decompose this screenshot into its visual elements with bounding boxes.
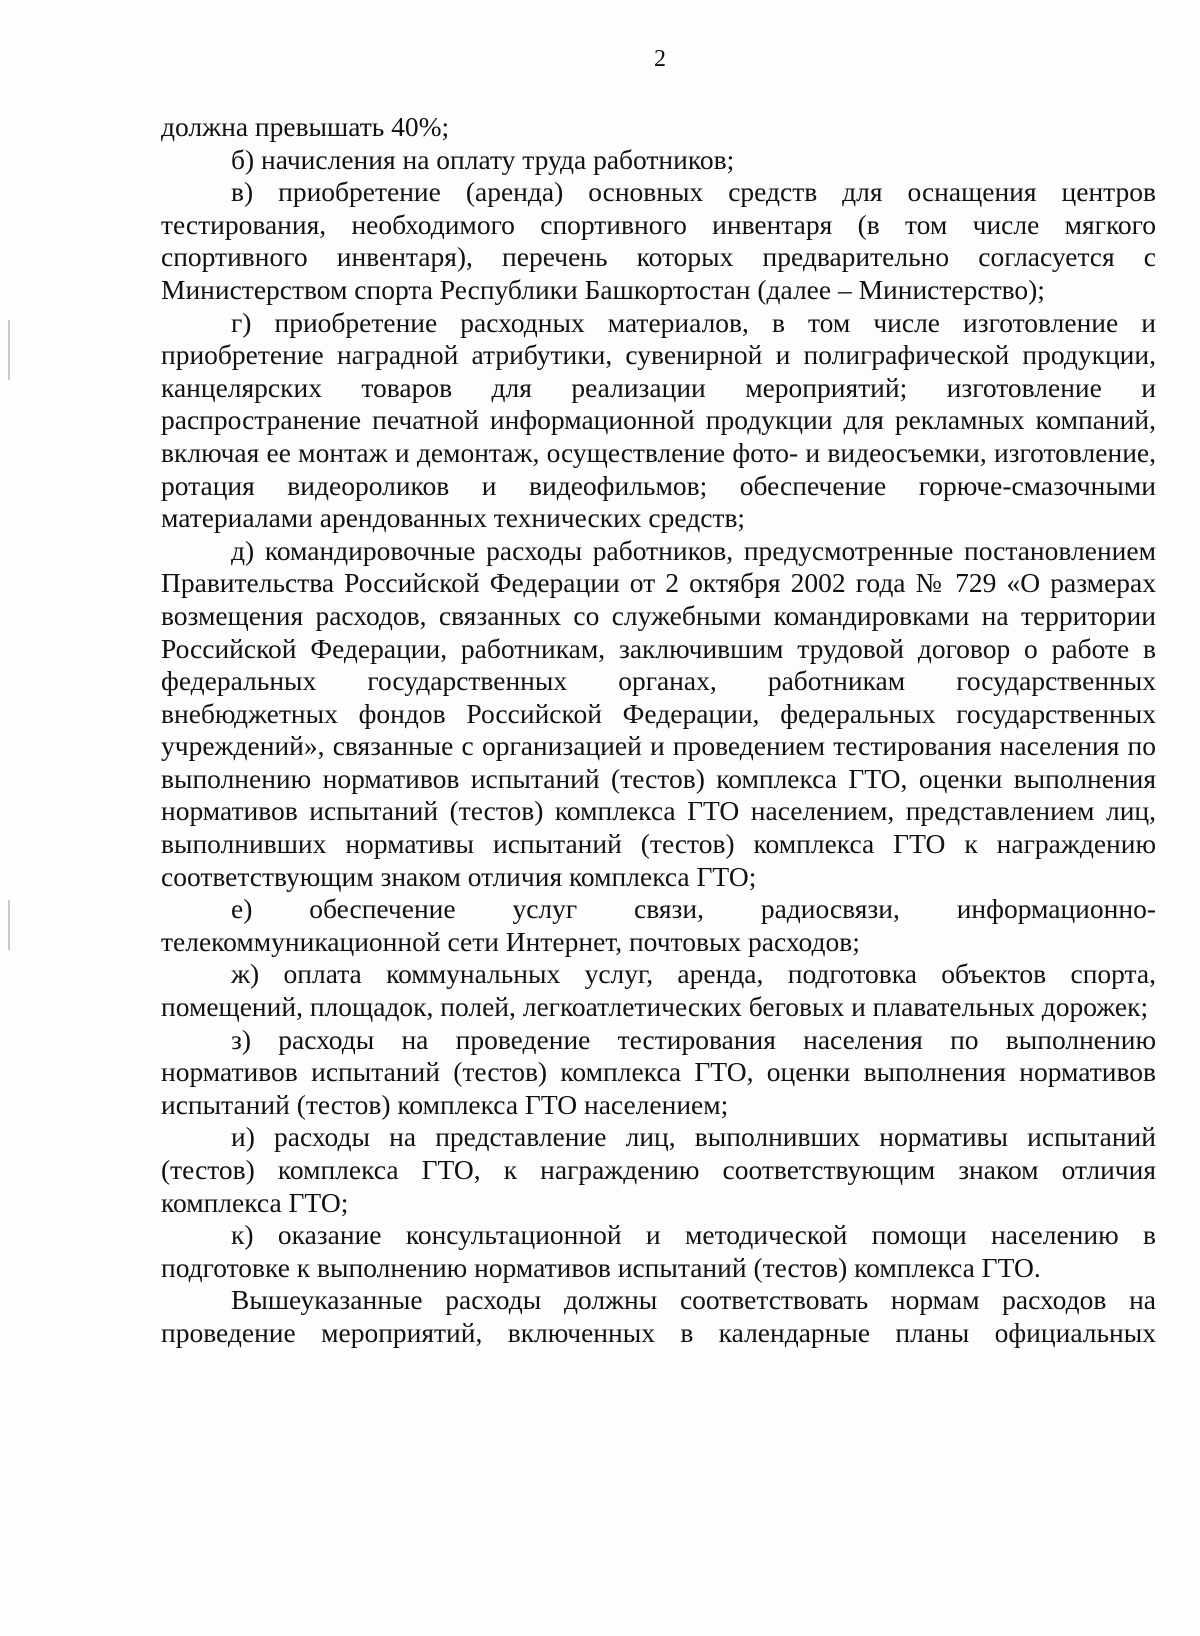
- scan-edge-mark: [8, 320, 10, 380]
- list-item-b: б) начисления на оплату труда работников;: [231, 143, 735, 175]
- list-item-z: з) расходы на проведение тестирования населения по выполнению нормативов испытаний (тестов) комплекса ГТО, оценки выполнения нормативов испытаний (тестов) комплекса ГТО населением;: [161, 1023, 1156, 1120]
- list-item-zh: ж) оплата коммунальных услуг, аренда, подготовка объектов спорта, помещений, площадок, полей, легкоатлетических беговых и плавательных дорожек;: [161, 958, 1156, 1023]
- list-item-v: в) приобретение (аренда) основных средств для оснащения центров тестирования, необходимого спортивного инвентаря (в том числе мягкого спортивного инвентаря), перечень которых предварительно согласуется с Министерством спорта Республики Башкортостан (далее – Министерство);: [161, 176, 1156, 305]
- list-item-e: е) обеспечение услуг связи, радиосвязи, информационно-телекоммуникационной сети Интернет, почтовых расходов;: [161, 893, 1156, 957]
- document-body: [161, 111, 1156, 1350]
- list-item-d: д) командировочные расходы работников, предусмотренные постановлением Правительства Российской Федерации от 2 октября 2002 года № 729 «О размерах возмещения расходов, связанных со служебными командировками на территории Российской Федерации, работникам, заключившим трудовой договор о работе в федеральных государственных органах, работникам государственных внебюджетных фондов Российской Федерации, федеральных государственных учреждений», связанные с организацией и проведением тестирования населения по выполнению нормативов испытаний (тестов) комплекса ГТО, оценки выполнения нормативов испытаний (тестов) комплекса ГТО населением, представлением лиц, выполнивших нормативы испытаний (тестов) комплекса ГТО к награждению соответствующим знаком отличия комплекса ГТО;: [161, 534, 1156, 892]
- page-number: 2: [654, 46, 666, 72]
- scan-edge-mark: [8, 900, 10, 950]
- closing-paragraph: Вышеуказанные расходы должны соответствовать нормам расходов на проведение мероприятий, включенных в календарные планы официальных: [161, 1284, 1156, 1348]
- paragraph-continuation: должна превышать 40%;: [161, 111, 450, 142]
- list-item-g: г) приобретение расходных материалов, в том числе изготовление и приобретение наградной атрибутики, сувенирной и полиграфической продукции, канцелярских товаров для реализации мероприятий; изготовление и распространение печатной информационной продукции для рекламных компаний, включая ее монтаж и демонтаж, осуществление фото- и видеосъемки, изготовление, ротация видеороликов и видеофильмов; обеспечение горюче-смазочными материалами арендованных технических средств;: [161, 306, 1156, 534]
- list-item-i: и) расходы на представление лиц, выполнивших нормативы испытаний (тестов) комплекса ГТО, к награждению соответствующим знаком отличия комплекса ГТО;: [161, 1121, 1156, 1218]
- list-item-k: к) оказание консультационной и методической помощи населению в подготовке к выполнению нормативов испытаний (тестов) комплекса ГТО.: [161, 1219, 1156, 1283]
